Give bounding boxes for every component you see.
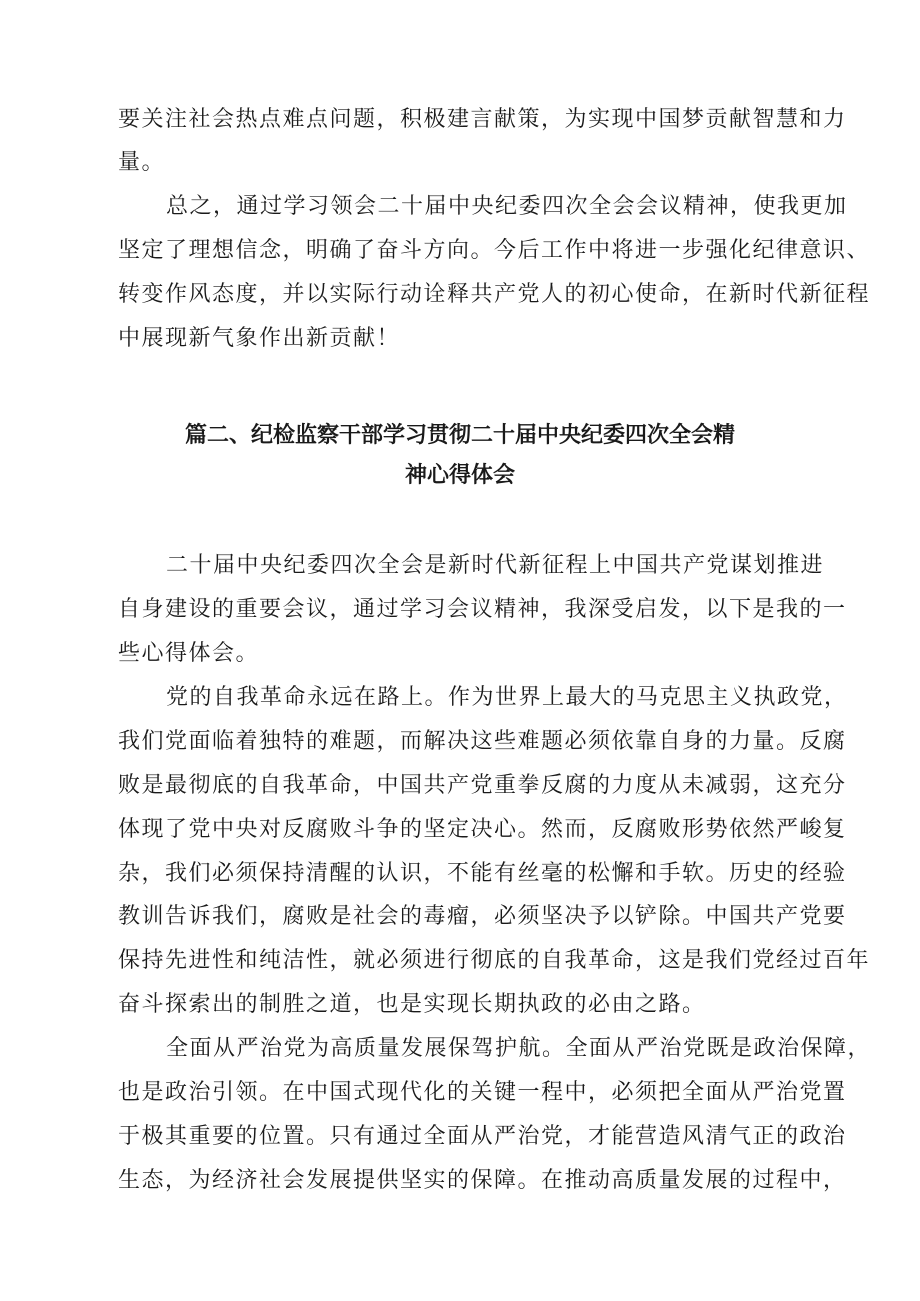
paragraph-line: 败是最彻底的自我革命，中国共产党重拳反腐的力度从未减弱，这充分: [118, 773, 847, 798]
paragraph-line: 总之，通过学习领会二十届中央纪委四次全会会议精神，使我更加: [166, 194, 848, 219]
paragraph-line: 生态，为经济社会发展提供坚实的保障。在推动高质量发展的过程中，: [118, 1168, 847, 1193]
paragraph-line: 要关注社会热点难点问题，积极建言献策，为实现中国梦贡献智慧和力: [118, 107, 847, 132]
section-title-line-2: 神心得体会: [404, 463, 515, 488]
paragraph-line: 于极其重要的位置。只有通过全面从严治党，才能营造风清气正的政治: [118, 1124, 847, 1149]
paragraph-line: 些心得体会。: [118, 641, 260, 666]
paragraph-line: 党的自我革命永远在路上。作为世界上最大的马克思主义执政党，: [166, 685, 848, 710]
paragraph-line: 二十届中央纪委四次全会是新时代新征程上中国共产党谋划推进: [166, 553, 825, 578]
paragraph-line: 量。: [118, 150, 166, 175]
paragraph-line: 坚定了理想信念，明确了奋斗方向。今后工作中将进一步强化纪律意识、: [118, 238, 871, 263]
paragraph-line: 奋斗探索出的制胜之道，也是实现长期执政的必由之路。: [118, 992, 706, 1017]
paragraph-line: 也是政治引领。在中国式现代化的关键一程中，必须把全面从严治党置: [118, 1080, 847, 1105]
paragraph-line: 教训告诉我们，腐败是社会的毒瘤，必须坚决予以铲除。中国共产党要: [118, 904, 847, 929]
paragraph-line: 杂，我们必须保持清醒的认识，不能有丝毫的松懈和手软。历史的经验: [118, 861, 847, 886]
paragraph-line: 转变作风态度，并以实际行动诠释共产党人的初心使命，在新时代新征程: [118, 282, 871, 307]
paragraph-line: 中展现新气象作出新贡献！: [118, 326, 401, 351]
paragraph-line: 体现了党中央对反腐败斗争的坚定决心。然而，反腐败形势依然严峻复: [118, 817, 847, 842]
paragraph-line: 自身建设的重要会议，通过学习会议精神，我深受启发，以下是我的一: [118, 597, 847, 622]
paragraph-line: 全面从严治党为高质量发展保驾护航。全面从严治党既是政治保障，: [166, 1036, 872, 1061]
paragraph-line: 我们党面临着独特的难题，而解决这些难题必须依靠自身的力量。反腐: [118, 729, 847, 754]
section-title-line-1: 篇二、纪检监察干部学习贯彻二十届中央纪委四次全会精: [184, 423, 735, 448]
paragraph-line: 保持先进性和纯洁性，就必须进行彻底的自我革命，这是我们党经过百年: [118, 948, 871, 973]
